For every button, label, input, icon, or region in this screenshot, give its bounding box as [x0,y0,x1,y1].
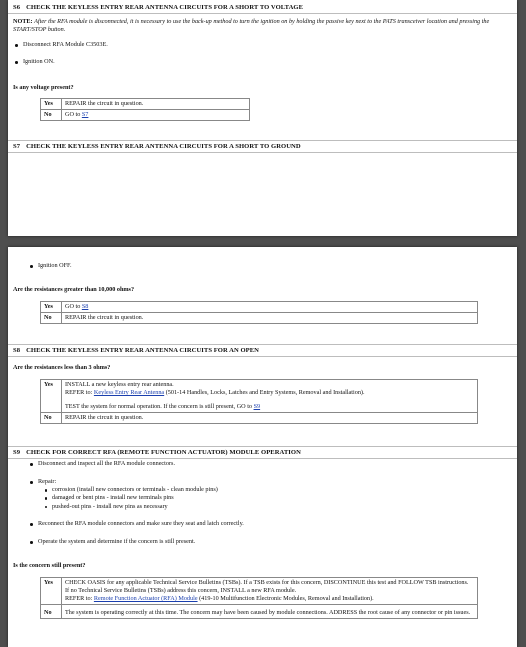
list-item: Disconnect RFA Module C3503E. [13,41,493,49]
answer-key: Yes [41,380,62,413]
refer-line [65,389,474,397]
table-row [41,99,250,110]
s9-answer-table [40,577,478,619]
test-prefix: TEST the system for normal operation. If the concern is still present, GO to [65,403,254,410]
note-text: After the RFA module is disconnected, it is necessary to use the back-up method to turn the ignition on by holding the passive key next to the PATS transceiver location and pressing the START/STOP button. [13,18,490,34]
step-number: S8 [13,347,21,354]
goto-s9-link[interactable]: S9 [253,403,261,410]
step-s7-header [8,140,517,153]
table-row [41,110,250,121]
oasis-text: CHECK OASIS for any applicable Technical Service Bulletins (TSBs). If a TSB exists for this concern, DISCONTINUE this test and FOLLOW TSB instructions. If no Technical Service Bulletins (TSBs) address this concern, INSTALL a new RFA module. [65,579,469,594]
answer-text: REPAIR the circuit in question. [62,313,478,324]
step-s8-header [8,344,517,357]
list-item: Disconnect and inspect all the RFA module connectors. [28,460,498,468]
step-title: CHECK FOR CORRECT RFA (REMOTE FUNCTION ACTUATOR) MODULE OPERATION [26,449,301,456]
answer-text [62,578,478,605]
s9-bullet-1 [28,460,498,468]
step-number: S6 [13,4,21,11]
list-item: Reconnect the RFA module connectors and make sure they seat and latch correctly. [28,520,498,528]
s8-answer-table [40,379,478,424]
answer-prefix: GO to [65,303,82,310]
table-row [41,380,478,413]
answer-text: REPAIR the circuit in question. [62,413,478,424]
install-line: INSTALL a new keyless entry rear antenna. [65,381,174,388]
test-line [65,403,474,411]
s7-question: Are the resistances greater than 10,000 ohms? [13,286,135,293]
goto-s8-link[interactable]: S8 [81,303,89,310]
list-item: corrosion (install new connectors or terminals - clean module pins) [44,486,498,494]
answer-key: No [41,313,62,324]
refer-suffix: (501-14 Handles, Locks, Latches and Entry Systems, Removal and Installation). [164,389,365,396]
note-label: NOTE: [13,18,33,25]
answer-prefix: GO to [65,111,82,118]
refer-line [65,595,474,603]
s9-question: Is the concern still present? [13,562,86,569]
s9-repair-block [28,478,498,511]
answer-key: Yes [41,578,62,605]
answer-key: No [41,110,62,121]
answer-text [62,110,250,121]
step-title: CHECK THE KEYLESS ENTRY REAR ANTENNA CIRCUITS FOR A SHORT TO VOLTAGE [26,4,304,11]
s9-bullet-4 [28,538,498,546]
table-row [41,313,478,324]
rfa-module-link[interactable]: Remote Function Actuator (RFA) Module [93,595,198,602]
answer-key: No [41,605,62,619]
list-item [28,478,498,511]
refer-prefix: REFER to: [65,595,94,602]
answer-key: Yes [41,99,62,110]
step-title: CHECK THE KEYLESS ENTRY REAR ANTENNA CIRCUITS FOR A SHORT TO GROUND [26,143,301,150]
step-s6-header [8,2,517,14]
s9-bullet-3 [28,520,498,528]
refer-prefix: REFER to: [65,389,94,396]
list-item: pushed-out pins - install new pins as necessary [44,503,498,511]
s6-answer-table [40,98,250,121]
document-page-1 [8,0,517,236]
document-page-2 [8,247,517,647]
answer-text: The system is operating correctly at this time. The concern may have been caused by module connections. ADDRESS the root cause of any connector or pin issues. [62,605,478,619]
table-row [41,302,478,313]
s6-question: Is any voltage present? [13,84,74,91]
goto-s7-link[interactable]: S7 [81,111,89,118]
s6-bullet-list-2 [13,58,493,66]
answer-text [62,380,478,413]
step-s9-header [8,446,517,459]
table-row [41,413,478,424]
s7-answer-table [40,301,478,324]
table-row [41,605,478,619]
s7-bullet-list [28,262,488,270]
s8-question: Are the resistances less than 3 ohms? [13,364,111,371]
answer-key: No [41,413,62,424]
note-paragraph [13,18,508,34]
refer-suffix: (419-10 Multifunction Electronic Modules, Removal and Installation). [197,595,374,602]
answer-text: REPAIR the circuit in question. [62,99,250,110]
list-item: Ignition ON. [13,58,493,66]
step-number: S7 [13,143,21,150]
keyless-entry-rear-antenna-link[interactable]: Keyless Entry Rear Antenna [93,389,165,396]
repair-label: Repair: [38,478,57,485]
list-item: Operate the system and determine if the concern is still present. [28,538,498,546]
step-number: S9 [13,449,21,456]
step-title: CHECK THE KEYLESS ENTRY REAR ANTENNA CIRCUITS FOR AN OPEN [26,347,259,354]
s6-bullet-list [13,41,493,49]
repair-sublist [44,486,498,511]
table-row [41,578,478,605]
list-item: damaged or bent pins - install new terminals pins [44,494,498,502]
list-item: Ignition OFF. [28,262,488,270]
answer-text [62,302,478,313]
answer-key: Yes [41,302,62,313]
